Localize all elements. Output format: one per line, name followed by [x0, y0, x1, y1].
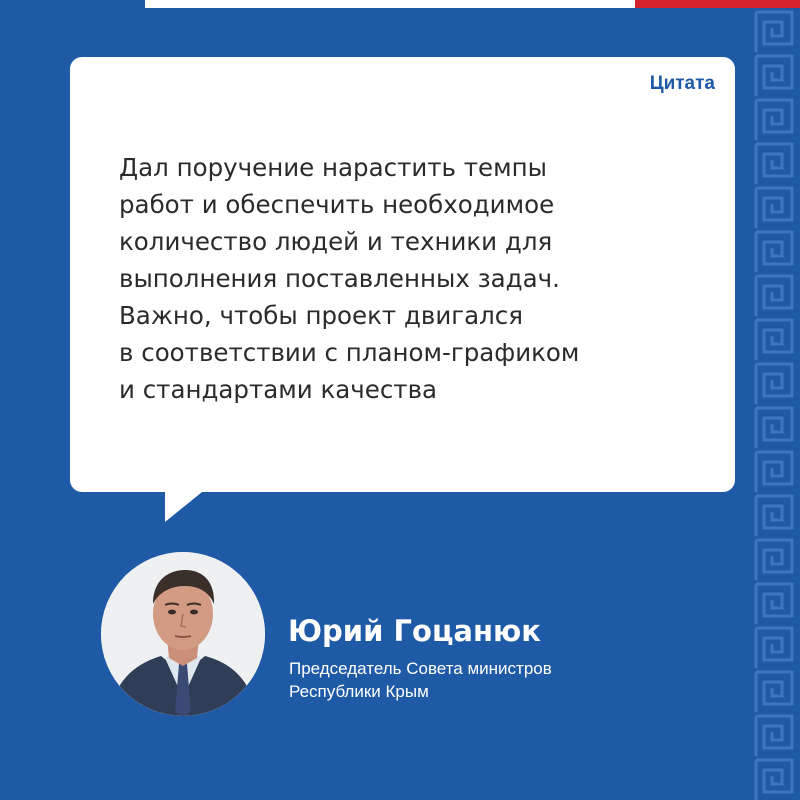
quote-line: выполнения поставленных задач. [119, 264, 560, 293]
quote-line: Важно, чтобы проект двигался [119, 301, 523, 330]
quote-line: в соответствии с планом-графиком [119, 338, 580, 367]
avatar [101, 552, 265, 716]
person-title-line: Председатель Совета министров [289, 659, 552, 678]
quote-badge: Цитата [649, 73, 715, 94]
person-title-line: Республики Крым [289, 682, 429, 701]
flag-stripe-red [635, 0, 800, 8]
quote-bubble [70, 57, 735, 492]
quote-bubble-tail [165, 488, 207, 522]
quote-line: Дал поручение нарастить темпы [119, 153, 547, 182]
person-portrait [101, 552, 265, 716]
quote-line: работ и обеспечить необходимое [119, 190, 555, 219]
quote-line: и стандартами качества [119, 375, 438, 404]
flag-stripe-white [145, 0, 635, 8]
flag-stripe-blue [0, 0, 145, 8]
quote-line: количество людей и техники для [119, 227, 553, 256]
flag-stripe [0, 0, 800, 8]
person-title [289, 657, 552, 703]
quote-text [119, 149, 709, 408]
person-name: Юрий Гоцанюк [288, 614, 541, 648]
greek-key-ornament [748, 8, 800, 800]
